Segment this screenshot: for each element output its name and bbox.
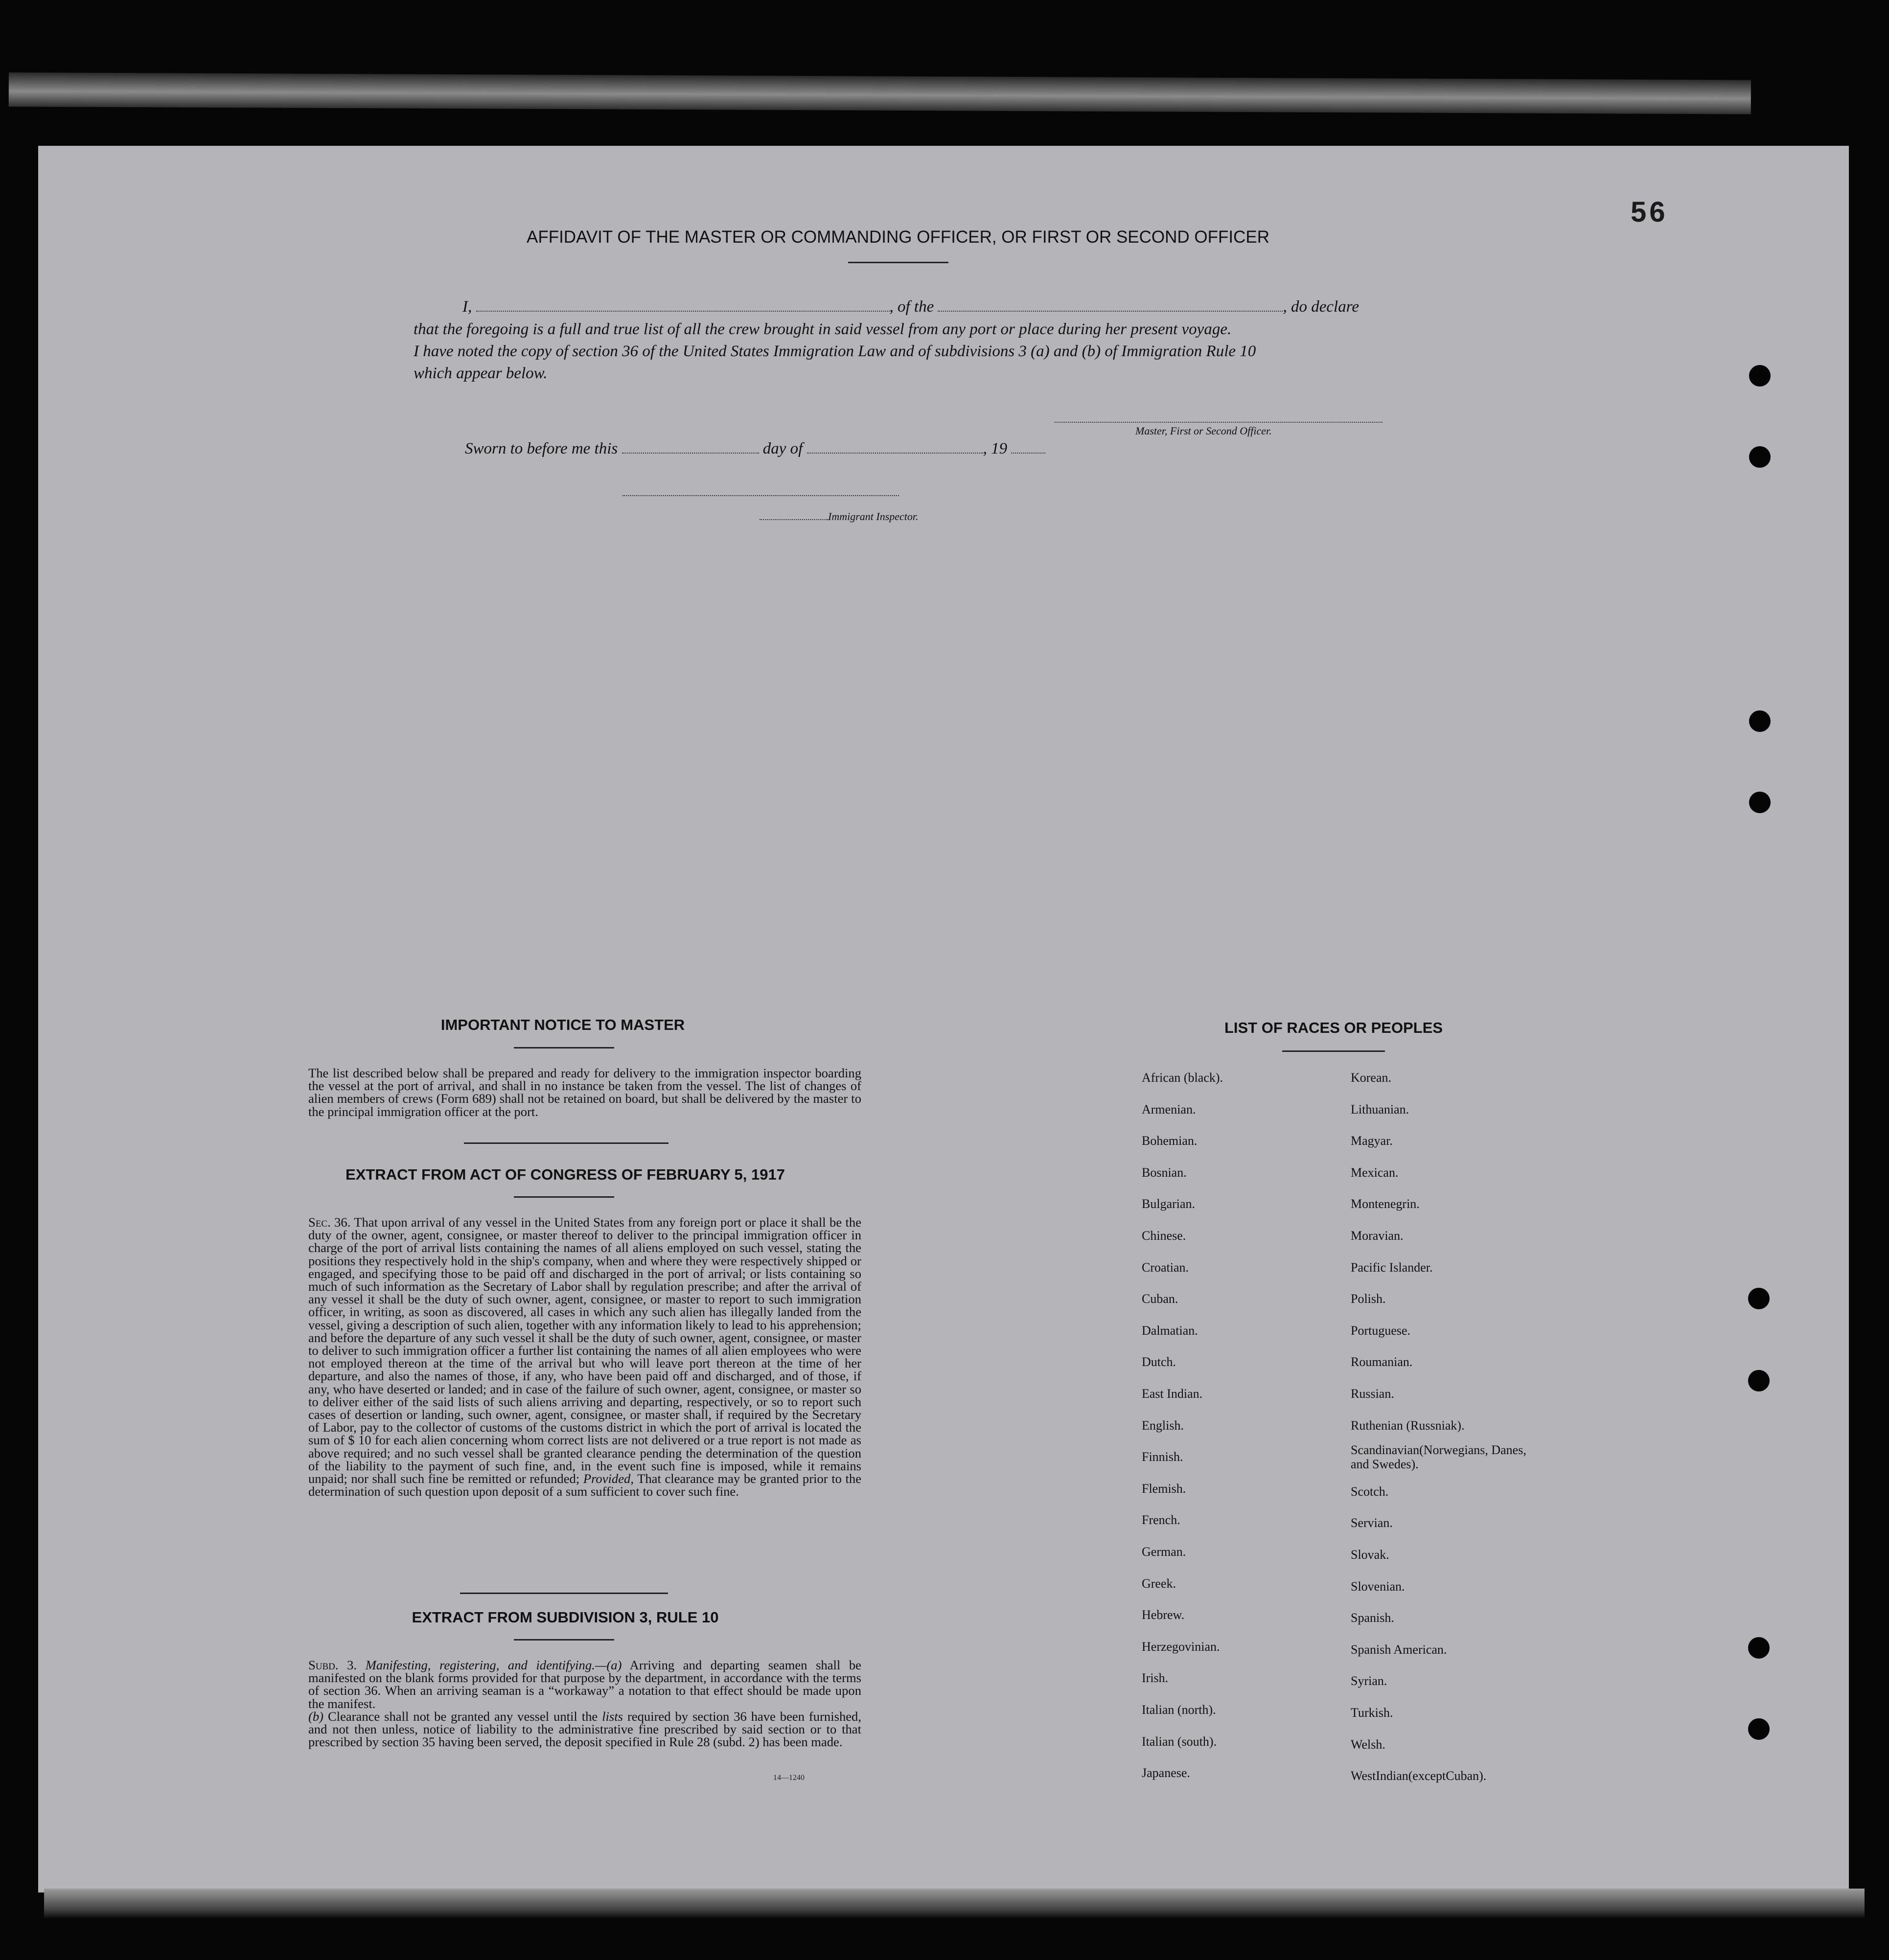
rule-para-b-1: Clearance shall not be granted any vessel until the: [327, 1709, 598, 1724]
master-name-field[interactable]: [476, 296, 890, 312]
rule-para-a: [269, 1659, 861, 1710]
rule-subd-label: Subd. 3.: [308, 1658, 357, 1672]
race-item: Turkish.: [1351, 1706, 1393, 1720]
punch-hole: [1749, 365, 1771, 387]
race-item: East Indian.: [1142, 1387, 1203, 1401]
affidavit-declare-line: [462, 296, 1359, 316]
race-item: Italian (north).: [1142, 1703, 1216, 1717]
form-page: [38, 146, 1849, 1892]
race-item: Greek.: [1142, 1576, 1176, 1591]
race-item: Korean.: [1351, 1071, 1392, 1085]
punch-hole: [1749, 792, 1771, 813]
act-separator: [460, 1593, 668, 1594]
race-item: Welsh.: [1351, 1737, 1385, 1752]
race-item: Portuguese.: [1351, 1323, 1411, 1338]
race-item: Roumanian.: [1351, 1355, 1413, 1369]
rule-para-b-lists: lists: [602, 1709, 623, 1724]
race-item: English.: [1142, 1418, 1184, 1433]
declare-of-the: , of the: [889, 298, 934, 316]
race-item: Pacific Islander.: [1351, 1260, 1433, 1275]
race-item: Slovak.: [1351, 1548, 1389, 1562]
race-item: Moravian.: [1351, 1229, 1404, 1243]
race-item: Italian (south).: [1142, 1734, 1217, 1749]
sworn-line: [465, 438, 1045, 458]
race-item: Lithuanian.: [1351, 1102, 1409, 1117]
act-title: EXTRACT FROM ACT OF CONGRESS OF FEBRUARY 5, 1917: [346, 1166, 785, 1183]
declare-i: I,: [462, 298, 472, 316]
race-item: Ruthenian (Russniak).: [1351, 1418, 1465, 1433]
punch-hole: [1748, 1718, 1770, 1740]
act-provided-label: Provided,: [583, 1471, 634, 1486]
scanner-edge-top: [9, 72, 1751, 114]
sworn-year-prefix: , 19: [983, 440, 1008, 457]
page-mark: 56: [1631, 196, 1668, 228]
rule-para-b-label: (b): [308, 1709, 324, 1724]
affidavit-title-rule: [848, 262, 948, 263]
rule-para-b: [269, 1710, 861, 1749]
race-item: Croatian.: [1142, 1260, 1189, 1275]
race-item: Spanish American.: [1351, 1642, 1447, 1657]
rule-text: [269, 1659, 861, 1748]
notice-title: IMPORTANT NOTICE TO MASTER: [440, 1016, 685, 1033]
punch-hole: [1748, 1370, 1770, 1391]
race-item: Armenian.: [1142, 1102, 1196, 1117]
race-item: Slovenian.: [1351, 1579, 1405, 1594]
sworn-day-of: day of: [762, 440, 803, 457]
act-body: That upon arrival of any vessel in the United States from any foreign port or place it shall be the duty of the owner, agent, consignee, or master thereof to deliver to the principal immigration officer in charge of the port of arrival lists containing the names of all aliens employed on such vessel, stating the positions they respectively hold in the ship's company, when and where they were respectively shipped or engaged, and specifying those to be paid off and discharged in the port of arrival; or lists containing so much of such information as the Secretary of Labor shall by regulation prescribe; and after the arrival of any vessel it shall be the duty of such owner, agent, consignee, or master to report to such immigration officer, in writing, as soon as discovered, all cases in which any such alien has illegally landed from the vessel, giving a description of such alien, together with any information likely to lead to his apprehension; and before the departure of any such vessel it shall be the duty of such owner, agent, consignee, or master to deliver to such immigration officer a further list containing the names of all alien employees who were not employed thereon at the time of the arrival but who will leave port thereon at the time of her departure, and also the names of those, if any, who have been paid off and discharged, and of those, if any, who have deserted or landed; and in case of the failure of such owner, agent, consignee, or master so to deliver either of the said lists of such aliens arriving and departing, respectively, or so to report such cases of desertion or landing, such owner, agent, consignee, or master shall, if required by the Secretary of Labor, pay to the collector of customs of the customs district in which the port of arrival is located the sum of $ 10 for each alien concerning whom correct lists are not delivered or a true report is not made as above required; and no such vessel shall be granted clearance pending the determination of the question of the liability to the payment of such fine, and, in the event such fine is imposed, while it remains unpaid; nor shall such fine be remitted or refunded;: [308, 1215, 861, 1486]
rule-para-b-2: required by section 36 have been furnished, and not then unless, notice of liability to the administrative fine prescribed by said section or to that prescribed by section 35 having been served, the deposit specified in Rule 28 (subd. 2) has been made.: [308, 1709, 862, 1750]
act-text: [269, 1216, 861, 1498]
form-number: 14—1240: [773, 1774, 805, 1782]
race-item: Dalmatian.: [1142, 1323, 1198, 1338]
sworn-prefix: Sworn to before me this: [465, 440, 618, 457]
rule-title-rule: [514, 1639, 614, 1641]
race-item: Syrian.: [1351, 1674, 1387, 1688]
race-item: Scandinavian(Norwegians, Danes, and Swedes).: [1351, 1443, 1526, 1472]
race-item: German.: [1142, 1545, 1186, 1559]
race-item: Bulgarian.: [1142, 1197, 1196, 1211]
race-item: Russian.: [1351, 1387, 1394, 1401]
notice-text: [269, 1067, 861, 1118]
notice-paragraph: The list described below shall be prepared and ready for delivery to the immigration inspector boarding the vessel at the port of arrival, and shall in no instance be taken from the vessel. The list of changes of alien members of crews (Form 689) shall not be retained on board, but shall be delivered by the master to the principal immigration officer at the port.: [308, 1066, 861, 1119]
race-item: Scotch.: [1351, 1484, 1389, 1499]
affidavit-line-4: which appear below.: [414, 365, 548, 382]
race-item: French.: [1142, 1513, 1180, 1527]
race-item: Irish.: [1142, 1671, 1169, 1686]
race-item: Herzegovinian.: [1142, 1639, 1220, 1654]
affidavit-line-2: that the foregoing is a full and true list of all the crew brought in said vessel from any port or place during her present voyage.: [414, 320, 1232, 338]
vessel-name-field[interactable]: [938, 296, 1283, 312]
races-title: LIST OF RACES OR PEOPLES: [1224, 1019, 1443, 1036]
race-item: African (black).: [1142, 1071, 1223, 1085]
race-item: Flemish.: [1142, 1481, 1186, 1496]
race-item: Bosnian.: [1142, 1165, 1187, 1180]
notice-separator: [464, 1142, 668, 1144]
act-paragraph: [269, 1216, 861, 1498]
race-item: Montenegrin.: [1351, 1197, 1420, 1211]
race-item: Spanish.: [1351, 1611, 1394, 1625]
inspector-signature-field[interactable]: [622, 495, 899, 496]
race-item: Bohemian.: [1142, 1134, 1198, 1148]
master-signature-caption: Master, First or Second Officer.: [1135, 425, 1272, 437]
inspector-caption: Immigrant Inspector.: [828, 510, 919, 523]
inspector-name-field[interactable]: [760, 519, 828, 520]
punch-hole: [1748, 1637, 1770, 1659]
affidavit-title: AFFIDAVIT OF THE MASTER OR COMMANDING OFFICER, OR FIRST OR SECOND OFFICER: [526, 228, 1270, 247]
punch-hole: [1749, 446, 1771, 468]
declare-do-declare: , do declare: [1283, 298, 1359, 316]
punch-hole: [1748, 1288, 1770, 1309]
race-item: Mexican.: [1351, 1165, 1399, 1180]
sworn-year-field[interactable]: [1011, 438, 1045, 454]
races-title-rule: [1282, 1050, 1385, 1052]
punch-hole: [1749, 710, 1771, 732]
race-item: WestIndian(exceptCuban).: [1351, 1769, 1487, 1783]
act-sec-label: Sec. 36.: [308, 1215, 351, 1230]
race-item: Magyar.: [1351, 1134, 1393, 1148]
rule-para-a-text: Arriving and departing seamen shall be manifested on the blank forms provided for that purpose by the department, in accordance with the terms of section 36. When an arriving seaman is a “workaway” a notation to that effect should be made upon the manifest.: [308, 1658, 861, 1711]
race-item: Polish.: [1351, 1292, 1386, 1306]
race-item: Hebrew.: [1142, 1608, 1185, 1622]
notice-title-rule: [514, 1047, 614, 1048]
race-item: Chinese.: [1142, 1229, 1186, 1243]
race-item: Finnish.: [1142, 1450, 1183, 1464]
race-item: Cuban.: [1142, 1292, 1178, 1306]
act-title-rule: [514, 1196, 614, 1198]
act-provided-text: That clearance may be granted prior to the determination of such question upon deposit of a sum sufficient to cover such fine.: [308, 1471, 862, 1499]
race-item: Japanese.: [1142, 1766, 1190, 1780]
rule-title: EXTRACT FROM SUBDIVISION 3, RULE 10: [412, 1609, 719, 1626]
race-item: Servian.: [1351, 1516, 1393, 1530]
affidavit-line-3: I have noted the copy of section 36 of the United States Immigration Law and of subdivisions 3 (a) and (b) of Immigration Rule 10: [414, 342, 1256, 360]
race-item: Dutch.: [1142, 1355, 1176, 1369]
sworn-month-field[interactable]: [807, 438, 983, 454]
rule-subd-heading: Manifesting, registering, and identifying.—(a): [365, 1658, 622, 1672]
scanner-edge-bottom: [44, 1889, 1865, 1918]
sworn-day-field[interactable]: [622, 438, 759, 454]
master-signature-field[interactable]: [1055, 422, 1382, 423]
